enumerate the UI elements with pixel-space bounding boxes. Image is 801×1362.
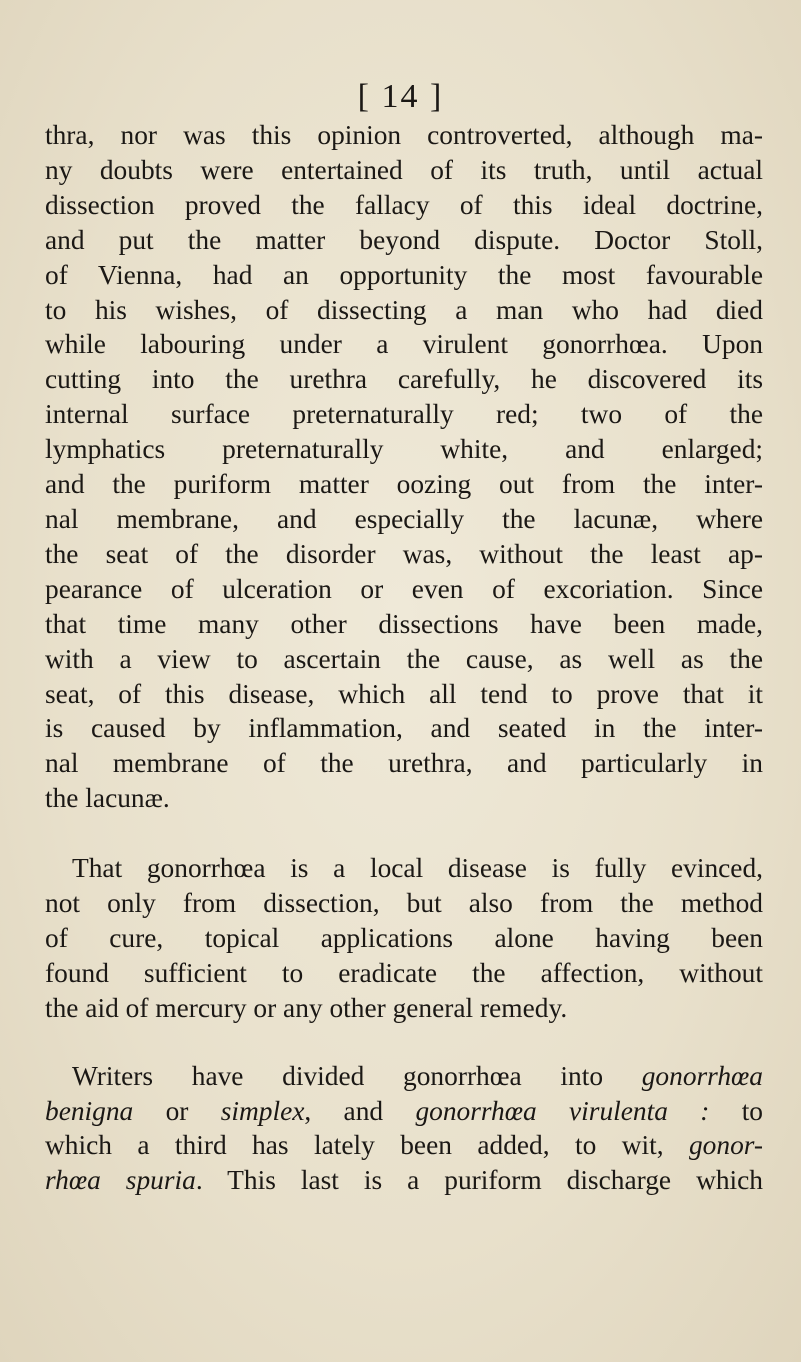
text-line (45, 1059, 763, 1094)
paragraph-3 (45, 1059, 763, 1199)
text-line: pearance of ulceration or even of excoriation. Since (45, 573, 763, 604)
paragraph-2 (45, 851, 763, 1026)
italic-term: gonorrhœa virulenta : (415, 1095, 710, 1126)
text-line (45, 1128, 763, 1163)
text-line: and the puriform matter oozing out from the inter- (45, 469, 763, 500)
text-line: the seat of the disorder was, without the least ap- (45, 538, 763, 569)
text-line: thra, nor was this opinion controverted, although ma- (45, 120, 763, 150)
text-line: and put the matter beyond dispute. Doctor Stoll, (45, 224, 763, 255)
text-line: nal membrane, and especially the lacunæ, where (45, 503, 763, 534)
text-line: while labouring under a virulent gonorrhœa. Upon (45, 329, 763, 360)
text-run: , and (304, 1095, 416, 1126)
text-line: the aid of mercury or any other general remedy. (45, 992, 568, 1023)
page-body (45, 118, 763, 1198)
text-run: which a third has lately been added, to wit, (45, 1130, 689, 1161)
text-line: ny doubts were entertained of its truth, until actual (45, 154, 763, 185)
italic-term: rhœa spuria (45, 1165, 196, 1196)
text-line: that time many other dissections have been made, (45, 608, 763, 639)
text-run: to (709, 1095, 764, 1126)
text-line: That gonorrhœa is a local disease is fully evinced, (72, 853, 763, 884)
text-run: or (133, 1095, 221, 1126)
text-line: found sufficient to eradicate the affection, without (45, 957, 763, 988)
text-line: nal membrane of the urethra, and particularly in (45, 748, 763, 779)
text-line (45, 1094, 763, 1129)
page-number: [ 14 ] (357, 78, 444, 115)
text-line: dissection proved the fallacy of this ideal doctrine, (45, 189, 763, 220)
text-run: Writers have divided gonorrhœa into (72, 1060, 642, 1091)
text-line: of cure, topical applications alone having been (45, 922, 763, 953)
text-line: to his wishes, of dissecting a man who had died (45, 294, 763, 325)
text-line: the lacunæ. (45, 783, 170, 814)
italic-term: benigna (45, 1095, 134, 1126)
paragraph-1 (45, 118, 763, 816)
text-line: internal surface preternaturally red; two of the (45, 399, 763, 430)
italic-term: gonor- (688, 1130, 763, 1161)
text-line: lymphatics preternaturally white, and enlarged; (45, 434, 763, 465)
text-line: with a view to ascertain the cause, as well as the (45, 643, 763, 674)
text-line: of Vienna, had an opportunity the most favourable (45, 259, 763, 290)
italic-term: gonorrhœa (641, 1060, 763, 1091)
text-line: not only from dissection, but also from the method (45, 888, 763, 919)
text-line (45, 1163, 763, 1198)
text-run: . This last is a puriform discharge which (195, 1165, 764, 1196)
italic-term: simplex (220, 1095, 305, 1126)
text-line: cutting into the urethra carefully, he discovered its (45, 364, 763, 395)
text-line: seat, of this disease, which all tend to prove that it (45, 678, 763, 709)
text-line: is caused by inflammation, and seated in the inter- (45, 713, 763, 744)
